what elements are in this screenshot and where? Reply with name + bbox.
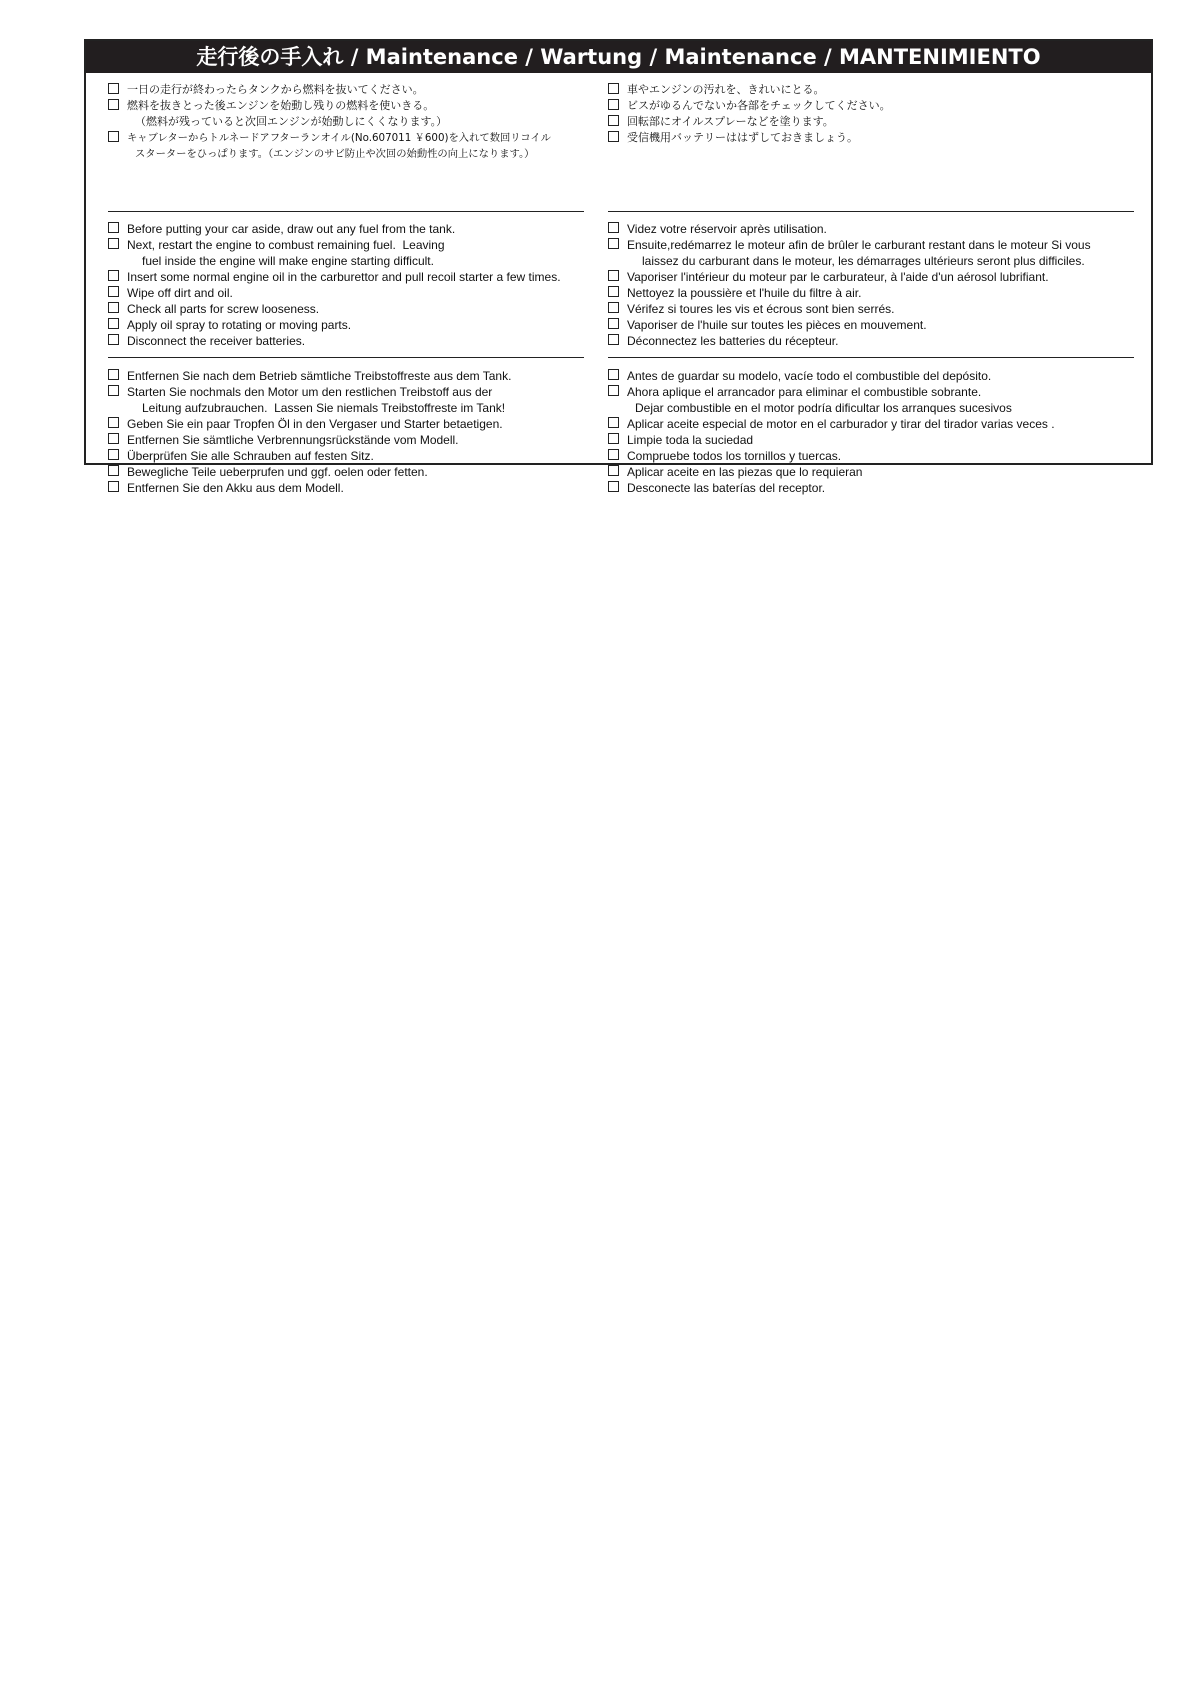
list-item <box>608 130 1148 146</box>
item-text-continuation: （燃料が残っていると次回エンジンが始動しにくくなります。） <box>135 115 448 128</box>
list-item <box>608 237 1148 253</box>
list-item <box>108 480 604 496</box>
checklist-grid <box>86 73 1151 495</box>
french-section <box>608 221 1148 349</box>
item-text: Ensuite,redémarrez le moteur afin de brûler le carburant restant dans le moteur Si vous <box>627 238 1091 252</box>
checkbox[interactable] <box>608 270 619 281</box>
section-divider <box>108 211 584 212</box>
checkbox[interactable] <box>108 481 119 492</box>
checkbox[interactable] <box>108 334 119 345</box>
list-item <box>108 333 604 349</box>
item-text: Vérifez si toures les vis et écrous sont bien serrés. <box>627 302 895 316</box>
list-item <box>608 221 1148 237</box>
section-divider <box>108 357 584 358</box>
list-item <box>108 317 604 333</box>
item-text: Before putting your car aside, draw out any fuel from the tank. <box>127 222 456 236</box>
checkbox[interactable] <box>608 369 619 380</box>
checkbox[interactable] <box>608 99 619 110</box>
list-item <box>608 317 1148 333</box>
item-text-continuation: fuel inside the engine will make engine starting difficult. <box>142 254 434 268</box>
list-item <box>608 285 1148 301</box>
list-item <box>108 416 604 432</box>
item-text: Antes de guardar su modelo, vacíe todo el combustible del depósito. <box>627 369 992 383</box>
list-item <box>108 98 604 114</box>
checkbox[interactable] <box>608 481 619 492</box>
section-divider <box>608 211 1134 212</box>
checkbox[interactable] <box>108 83 119 94</box>
checkbox[interactable] <box>108 302 119 313</box>
checkbox[interactable] <box>608 83 619 94</box>
checkbox[interactable] <box>108 449 119 460</box>
checkbox[interactable] <box>108 417 119 428</box>
item-text: Next, restart the engine to combust remaining fuel. Leaving <box>127 238 445 252</box>
checkbox[interactable] <box>108 385 119 396</box>
item-text: Aplicar aceite en las piezas que lo requieran <box>627 465 863 479</box>
list-item <box>108 82 604 98</box>
list-item <box>108 269 604 285</box>
item-text: ビスがゆるんでないか各部をチェックしてください。 <box>627 99 891 112</box>
checkbox[interactable] <box>608 465 619 476</box>
checkbox[interactable] <box>608 302 619 313</box>
checkbox[interactable] <box>608 334 619 345</box>
item-text: 車やエンジンの汚れを、きれいにとる。 <box>627 83 825 96</box>
list-item <box>608 114 1148 130</box>
list-item <box>108 384 604 400</box>
japanese-section-right <box>608 82 1148 146</box>
list-item <box>608 82 1148 98</box>
checkbox[interactable] <box>608 131 619 142</box>
section-divider <box>608 357 1134 358</box>
panel-title: 走行後の手入れ / Maintenance / Wartung / Maintenance / MANTENIMIENTO <box>86 41 1151 73</box>
checkbox[interactable] <box>608 433 619 444</box>
item-text: Apply oil spray to rotating or moving parts. <box>127 318 352 332</box>
item-text: Videz votre réservoir après utilisation. <box>627 222 827 236</box>
item-text: Bewegliche Teile ueberprufen und ggf. oelen oder fetten. <box>127 465 428 479</box>
maintenance-panel <box>84 39 1153 495</box>
list-item <box>608 98 1148 114</box>
checkbox[interactable] <box>108 433 119 444</box>
item-text: Entfernen Sie sämtliche Verbrennungsrückstände vom Modell. <box>127 433 459 447</box>
item-text: Geben Sie ein paar Tropfen Öl in den Vergaser und Starter betaetigen. <box>127 417 503 431</box>
checkbox[interactable] <box>608 385 619 396</box>
list-item <box>608 432 1148 448</box>
spanish-section <box>608 368 1148 496</box>
item-text: Ahora aplique el arrancador para eliminar el combustible sobrante. <box>627 385 982 399</box>
item-text: Disconnect the receiver batteries. <box>127 334 306 348</box>
checkbox[interactable] <box>608 318 619 329</box>
list-item <box>108 448 604 464</box>
german-section <box>108 368 604 496</box>
item-text: Überprüfen Sie alle Schrauben auf festen Sitz. <box>127 449 374 463</box>
checkbox[interactable] <box>108 238 119 249</box>
checkbox[interactable] <box>108 465 119 476</box>
item-text-continuation: laissez du carburant dans le moteur, les démarrages ultérieurs seront plus difficiles. <box>642 254 1085 268</box>
list-item <box>608 416 1148 432</box>
checkbox[interactable] <box>608 238 619 249</box>
list-item <box>608 480 1148 496</box>
list-item <box>608 384 1148 400</box>
item-text: Entfernen Sie den Akku aus dem Modell. <box>127 481 344 495</box>
list-item <box>108 130 604 146</box>
checkbox[interactable] <box>608 286 619 297</box>
japanese-section-left <box>108 82 604 162</box>
item-text: Desconecte las baterías del receptor. <box>627 481 826 495</box>
item-text: Déconnectez les batteries du récepteur. <box>627 334 839 348</box>
item-text: 回転部にオイルスプレーなどを塗ります。 <box>627 115 834 128</box>
checkbox[interactable] <box>108 222 119 233</box>
list-item <box>108 301 604 317</box>
list-item <box>608 368 1148 384</box>
list-item <box>108 237 604 253</box>
item-text: Check all parts for screw looseness. <box>127 302 320 316</box>
item-text-continuation: Leitung aufzubrauchen. Lassen Sie niemals Treibstoffreste im Tank! <box>142 401 506 415</box>
checkbox[interactable] <box>108 318 119 329</box>
list-item <box>108 432 604 448</box>
item-text: Wipe off dirt and oil. <box>127 286 233 300</box>
list-item <box>108 221 604 237</box>
list-item <box>608 333 1148 349</box>
item-text: Vaporiser l'intérieur du moteur par le carburateur, à l'aide d'un aérosol lubrifiant. <box>627 270 1049 284</box>
checkbox[interactable] <box>608 222 619 233</box>
checkbox[interactable] <box>608 449 619 460</box>
list-item <box>108 464 604 480</box>
list-item <box>108 368 604 384</box>
checkbox[interactable] <box>608 115 619 126</box>
list-item <box>608 301 1148 317</box>
item-text: Vaporiser de l'huile sur toutes les pièces en mouvement. <box>627 318 927 332</box>
list-item <box>608 448 1148 464</box>
english-section <box>108 221 604 349</box>
list-item <box>608 464 1148 480</box>
item-text: Compruebe todos los tornillos y tuercas. <box>627 449 842 463</box>
checkbox[interactable] <box>108 99 119 110</box>
item-text: 燃料を抜きとった後エンジンを始動し残りの燃料を使いきる。 <box>127 99 435 112</box>
item-text: Insert some normal engine oil in the carburettor and pull recoil starter a few times. <box>127 270 561 284</box>
list-item <box>608 269 1148 285</box>
checkbox[interactable] <box>108 270 119 281</box>
item-text: 受信機用バッテリーははずしておきましょう。 <box>627 131 858 144</box>
item-text: Entfernen Sie nach dem Betrieb sämtliche Treibstoffreste aus dem Tank. <box>127 369 512 383</box>
item-text: 一日の走行が終わったらタンクから燃料を抜いてください。 <box>127 83 424 96</box>
item-text: Starten Sie nochmals den Motor um den restlichen Treibstoff aus der <box>127 385 493 399</box>
item-text: Aplicar aceite especial de motor en el carburador y tirar del tirador varias veces . <box>627 417 1055 431</box>
checkbox[interactable] <box>108 369 119 380</box>
item-text: キャブレターからトルネードアフターランオイル(No.607011 ￥600)を入れて数回リコイル <box>127 132 551 144</box>
item-text-continuation: Dejar combustible en el motor podría dificultar los arranques sucesivos <box>635 401 1012 415</box>
item-text-continuation: スターターをひっぱります。（エンジンのサビ防止や次回の始動性の向上になります。） <box>135 148 535 160</box>
checkbox[interactable] <box>108 131 119 142</box>
checkbox[interactable] <box>608 417 619 428</box>
list-item <box>108 285 604 301</box>
checkbox[interactable] <box>108 286 119 297</box>
item-text: Limpie toda la suciedad <box>627 433 754 447</box>
item-text: Nettoyez la poussière et l'huile du filtre à air. <box>627 286 862 300</box>
